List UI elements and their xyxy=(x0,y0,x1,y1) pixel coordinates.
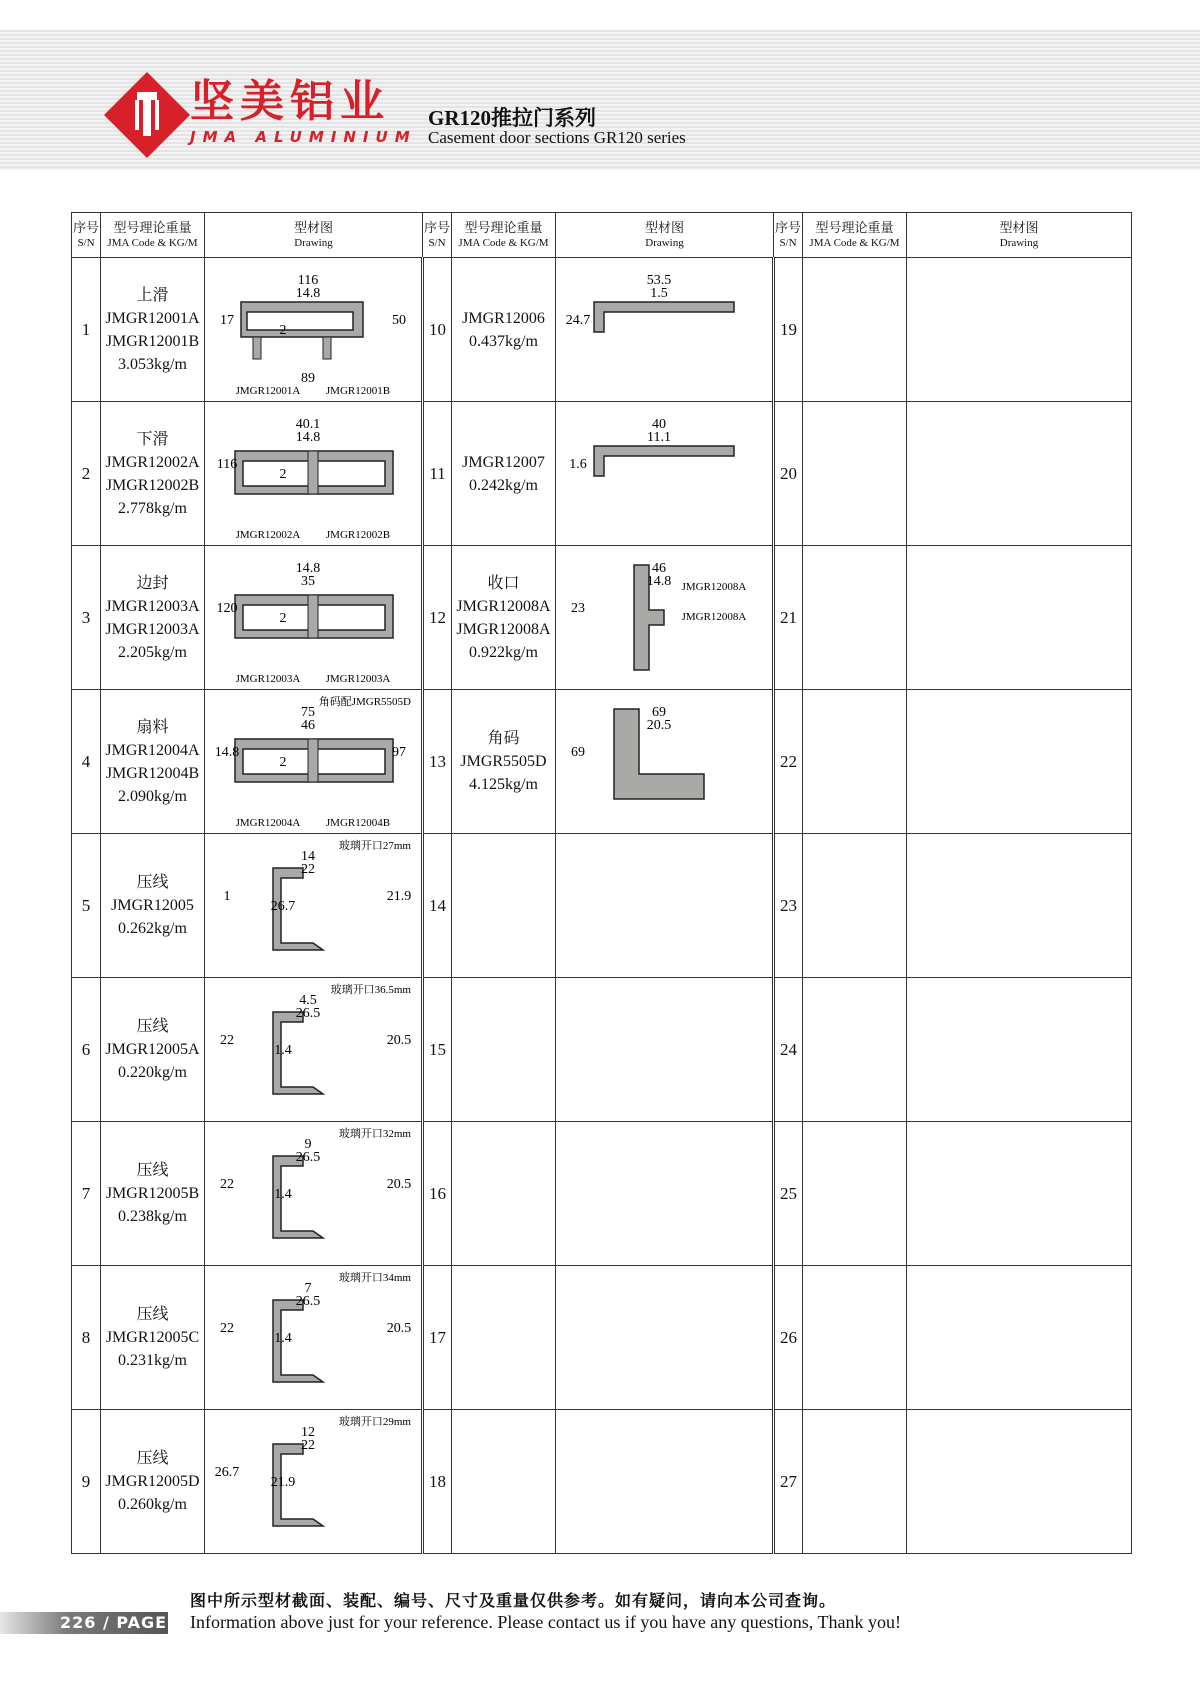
dimension-label: 9 xyxy=(304,1137,312,1152)
profile-drawing xyxy=(564,550,764,685)
drawing-cell xyxy=(205,834,423,978)
dimension-label: 1.4 xyxy=(274,1043,292,1058)
jma-logo-icon xyxy=(102,70,192,160)
dimension-label: 14.8 xyxy=(295,286,321,301)
code-line: JMGR12005D xyxy=(105,1473,200,1490)
code-line: 4.125kg/m xyxy=(469,776,538,793)
table-row xyxy=(72,402,1132,546)
code-line: JMGR12003A xyxy=(105,597,200,615)
code-line: JMGR12008A xyxy=(456,620,551,638)
dimension-label: 22 xyxy=(220,1177,234,1192)
dimension-label: 20.5 xyxy=(386,1033,412,1048)
dimension-label: 40.1 xyxy=(295,417,321,432)
code-line: 3.053kg/m xyxy=(118,355,187,373)
dimension-label: 2 xyxy=(279,611,287,626)
profile-spec-table xyxy=(71,212,1132,1554)
code-weight-cell xyxy=(803,1266,907,1410)
dimension-label: 14.8 xyxy=(214,745,240,760)
dimension-label: 116 xyxy=(297,273,319,288)
drawing-cell xyxy=(907,258,1132,402)
drawing-note: 角码配JMGR5505D xyxy=(318,696,411,708)
sn-cell: 2 xyxy=(72,402,101,546)
sn-cell: 13 xyxy=(423,690,452,834)
code-line: 下滑 xyxy=(136,430,169,448)
dimension-label: 20.5 xyxy=(386,1177,412,1192)
drawing-cell xyxy=(556,834,774,978)
dimension-label: 21.9 xyxy=(270,1475,296,1490)
profile-drawing xyxy=(213,550,413,685)
dimension-label: 2 xyxy=(279,323,287,338)
dimension-label: 1.4 xyxy=(274,1187,292,1202)
code-line: JMGR12005C xyxy=(105,1329,200,1346)
code-weight-cell xyxy=(101,402,205,546)
dimension-label: 75 xyxy=(301,705,315,720)
dimension-label: 1.5 xyxy=(650,286,668,301)
sn-cell: 26 xyxy=(774,1266,803,1410)
code-line: JMGR12006 xyxy=(462,309,545,327)
dimension-label: 53.5 xyxy=(646,273,672,288)
code-line: 2.205kg/m xyxy=(118,643,187,661)
dimension-label: 120 xyxy=(216,601,238,616)
dimension-label: 69 xyxy=(652,705,666,720)
drawing-cell xyxy=(205,258,423,402)
profile-shape xyxy=(308,451,318,494)
drawing-cell xyxy=(205,1122,423,1266)
profile-shape xyxy=(594,446,734,476)
profile-drawing xyxy=(213,262,413,397)
profile-shape xyxy=(241,302,363,337)
code-line: 2.090kg/m xyxy=(118,787,187,805)
profile-shape xyxy=(594,302,734,332)
part-callout: JMGR12001A xyxy=(235,385,301,397)
sn-cell: 7 xyxy=(72,1122,101,1266)
dimension-label: 24.7 xyxy=(565,313,591,328)
drawing-cell xyxy=(205,546,423,690)
dimension-label: 26.5 xyxy=(295,1006,321,1021)
table-row xyxy=(72,834,1132,978)
dimension-label: 40 xyxy=(652,417,666,432)
code-line: JMGR12002A xyxy=(105,453,200,471)
sn-cell: 21 xyxy=(774,546,803,690)
code-weight-cell xyxy=(803,546,907,690)
code-line: 0.231kg/m xyxy=(118,1352,187,1369)
code-line: 0.238kg/m xyxy=(118,1208,187,1225)
sn-cell: 10 xyxy=(423,258,452,402)
drawing-cell xyxy=(907,834,1132,978)
dimension-label: 22 xyxy=(220,1033,234,1048)
col-header-sn: 序号 S/N xyxy=(423,213,452,258)
dimension-label: 26.5 xyxy=(295,1294,321,1309)
dimension-label: 7 xyxy=(304,1281,312,1296)
code-weight-cell xyxy=(803,1410,907,1554)
profile-shape xyxy=(253,337,261,359)
code-weight-cell xyxy=(452,690,556,834)
drawing-cell xyxy=(907,402,1132,546)
profile-drawing xyxy=(564,406,764,541)
sn-cell: 16 xyxy=(423,1122,452,1266)
dimension-label: 1.6 xyxy=(569,457,587,472)
sn-cell: 20 xyxy=(774,402,803,546)
drawing-cell xyxy=(556,978,774,1122)
dimension-label: 14 xyxy=(301,849,315,864)
part-callout: JMGR12004B xyxy=(325,817,391,829)
code-line: 上滑 xyxy=(136,286,169,304)
code-line: 0.922kg/m xyxy=(469,643,538,661)
dimension-label: 22 xyxy=(220,1321,234,1336)
code-line: 压线 xyxy=(136,1450,169,1467)
code-weight-cell xyxy=(803,258,907,402)
profile-drawing xyxy=(213,982,413,1117)
profile-shape xyxy=(308,595,318,638)
part-callout: JMGR12008A xyxy=(681,611,747,623)
dimension-label: 14.8 xyxy=(295,561,321,576)
part-callout: JMGR12002A xyxy=(235,529,301,541)
code-line: 压线 xyxy=(136,1162,169,1179)
drawing-cell xyxy=(907,1122,1132,1266)
code-line: JMGR12001B xyxy=(105,332,200,350)
code-line: 角码 xyxy=(487,730,520,747)
drawing-note: 玻璃开口27mm xyxy=(338,840,411,852)
sn-cell: 6 xyxy=(72,978,101,1122)
code-line: JMGR12003A xyxy=(105,620,200,638)
code-line: 2.778kg/m xyxy=(118,499,187,517)
drawing-cell xyxy=(556,690,774,834)
code-line: JMGR5505D xyxy=(460,753,547,770)
drawing-cell xyxy=(556,1122,774,1266)
part-callout: JMGR12001B xyxy=(325,385,391,397)
drawing-cell xyxy=(556,258,774,402)
sn-cell: 3 xyxy=(72,546,101,690)
dimension-label: 14.8 xyxy=(295,430,321,445)
dimension-label: 2 xyxy=(279,755,287,770)
col-header-code: 型号理论重量 JMA Code & KG/M xyxy=(803,213,907,258)
profile-drawing xyxy=(213,694,413,829)
sn-cell: 24 xyxy=(774,978,803,1122)
dimension-label: 22 xyxy=(301,1438,315,1453)
page-number: 226 / PAGE xyxy=(60,1613,168,1632)
dimension-label: 46 xyxy=(652,561,666,576)
drawing-cell xyxy=(205,402,423,546)
drawing-cell xyxy=(205,1410,423,1554)
drawing-cell xyxy=(556,402,774,546)
sn-cell: 14 xyxy=(423,834,452,978)
table-row xyxy=(72,258,1132,402)
table-header-row xyxy=(72,213,1132,258)
code-weight-cell xyxy=(452,546,556,690)
profile-drawing xyxy=(564,262,764,397)
drawing-note: 玻璃开口34mm xyxy=(338,1272,411,1284)
dimension-label: 11.1 xyxy=(647,430,671,445)
code-line: 0.220kg/m xyxy=(118,1064,187,1081)
sn-cell: 4 xyxy=(72,690,101,834)
dimension-label: 26.5 xyxy=(295,1150,321,1165)
dimension-label: 2 xyxy=(279,467,287,482)
sn-cell: 5 xyxy=(72,834,101,978)
code-line: JMGR12007 xyxy=(462,453,545,471)
code-weight-cell xyxy=(452,1410,556,1554)
table-row xyxy=(72,978,1132,1122)
col-header-drawing: 型材图 Drawing xyxy=(556,213,774,258)
code-line: 0.262kg/m xyxy=(118,920,187,937)
code-line: 边封 xyxy=(136,574,169,592)
dimension-label: 89 xyxy=(301,371,315,386)
dimension-label: 14.8 xyxy=(646,574,672,589)
drawing-note: 玻璃开口36.5mm xyxy=(330,984,411,996)
dimension-label: 20.5 xyxy=(386,1321,412,1336)
code-line: 压线 xyxy=(136,1018,169,1035)
code-weight-cell xyxy=(101,978,205,1122)
col-header-code: 型号理论重量 JMA Code & KG/M xyxy=(101,213,205,258)
series-subtitle: Casement door sections GR120 series xyxy=(428,128,686,147)
code-weight-cell xyxy=(101,258,205,402)
code-weight-cell xyxy=(452,834,556,978)
sn-cell: 12 xyxy=(423,546,452,690)
code-weight-cell xyxy=(803,978,907,1122)
dimension-label: 69 xyxy=(571,745,585,760)
table-row xyxy=(72,1410,1132,1554)
code-weight-cell xyxy=(101,1122,205,1266)
dimension-label: 26.7 xyxy=(214,1465,240,1480)
code-weight-cell xyxy=(101,690,205,834)
sn-cell: 22 xyxy=(774,690,803,834)
dimension-label: 23 xyxy=(571,601,585,616)
drawing-cell xyxy=(205,978,423,1122)
drawing-note: 玻璃开口29mm xyxy=(338,1416,411,1428)
brand-name-en: JMA ALUMINIUM xyxy=(190,128,417,146)
drawing-cell xyxy=(907,1266,1132,1410)
profile-drawing xyxy=(213,1126,413,1261)
code-weight-cell xyxy=(101,546,205,690)
drawing-cell xyxy=(556,1410,774,1554)
code-line: 收口 xyxy=(487,574,520,592)
dimension-label: 22 xyxy=(301,862,315,877)
code-weight-cell xyxy=(101,834,205,978)
dimension-label: 4.5 xyxy=(299,993,317,1008)
sn-cell: 8 xyxy=(72,1266,101,1410)
sn-cell: 27 xyxy=(774,1410,803,1554)
drawing-cell xyxy=(556,1266,774,1410)
dimension-label: 97 xyxy=(392,745,406,760)
code-weight-cell xyxy=(452,1122,556,1266)
table-row xyxy=(72,690,1132,834)
part-callout: JMGR12004A xyxy=(235,817,301,829)
table-row xyxy=(72,1266,1132,1410)
code-line: 扇料 xyxy=(136,718,169,736)
footer-note-cn: 图中所示型材截面、装配、编号、尺寸及重量仅供参考。如有疑问，请向本公司查询。 xyxy=(190,1591,837,1610)
code-line: 压线 xyxy=(136,1306,169,1323)
col-header-sn: 序号 S/N xyxy=(774,213,803,258)
code-line: 0.260kg/m xyxy=(118,1496,187,1513)
profile-drawing xyxy=(213,838,413,973)
drawing-cell xyxy=(205,1266,423,1410)
series-title: GR120推拉门系列 xyxy=(428,106,596,130)
profile-drawing xyxy=(213,406,413,541)
col-header-code: 型号理论重量 JMA Code & KG/M xyxy=(452,213,556,258)
dimension-label: 50 xyxy=(392,313,406,328)
sn-cell: 15 xyxy=(423,978,452,1122)
brand-name-cn: 坚美铝业 xyxy=(190,76,390,127)
code-line: 0.437kg/m xyxy=(469,332,538,350)
code-weight-cell xyxy=(803,690,907,834)
table-row xyxy=(72,1122,1132,1266)
code-weight-cell xyxy=(452,1266,556,1410)
profile-shape xyxy=(308,739,318,782)
code-line: 0.242kg/m xyxy=(469,476,538,494)
code-weight-cell xyxy=(803,1122,907,1266)
code-weight-cell xyxy=(803,402,907,546)
part-callout: JMGR12008A xyxy=(681,581,747,593)
dimension-label: 35 xyxy=(301,574,315,589)
dimension-label: 26.7 xyxy=(270,899,296,914)
col-header-drawing: 型材图 Drawing xyxy=(907,213,1132,258)
profile-drawing xyxy=(213,1414,413,1549)
sn-cell: 1 xyxy=(72,258,101,402)
code-weight-cell xyxy=(101,1410,205,1554)
code-line: JMGR12002B xyxy=(105,476,200,494)
drawing-cell xyxy=(907,546,1132,690)
col-header-drawing: 型材图 Drawing xyxy=(205,213,423,258)
drawing-cell xyxy=(556,546,774,690)
dimension-label: 46 xyxy=(301,718,315,733)
profile-shape xyxy=(323,337,331,359)
profile-drawing xyxy=(564,694,764,829)
drawing-cell xyxy=(907,690,1132,834)
dimension-label: 20.5 xyxy=(646,718,672,733)
footer-note-en: Information above just for your reference. Please contact us if you have any questions, Thank you! xyxy=(190,1612,901,1632)
table-row xyxy=(72,546,1132,690)
code-line: 压线 xyxy=(136,874,169,891)
part-callout: JMGR12003A xyxy=(325,673,391,685)
sn-cell: 19 xyxy=(774,258,803,402)
part-callout: JMGR12003A xyxy=(235,673,301,685)
code-line: JMGR12001A xyxy=(105,309,200,327)
sn-cell: 18 xyxy=(423,1410,452,1554)
sn-cell: 17 xyxy=(423,1266,452,1410)
dimension-label: 12 xyxy=(301,1425,315,1440)
code-line: JMGR12005A xyxy=(105,1041,200,1058)
drawing-cell xyxy=(907,1410,1132,1554)
dimension-label: 1.4 xyxy=(274,1331,292,1346)
dimension-label: 116 xyxy=(216,457,238,472)
code-weight-cell xyxy=(452,402,556,546)
drawing-note: 玻璃开口32mm xyxy=(338,1128,411,1140)
profile-drawing xyxy=(213,1270,413,1405)
dimension-label: 17 xyxy=(220,313,234,328)
code-weight-cell xyxy=(101,1266,205,1410)
sn-cell: 9 xyxy=(72,1410,101,1554)
drawing-cell xyxy=(907,978,1132,1122)
col-header-sn: 序号 S/N xyxy=(72,213,101,258)
code-line: JMGR12004A xyxy=(105,741,200,759)
code-line: JMGR12004B xyxy=(105,764,200,782)
sn-cell: 11 xyxy=(423,402,452,546)
code-line: JMGR12005B xyxy=(105,1185,200,1202)
code-weight-cell xyxy=(452,258,556,402)
sn-cell: 25 xyxy=(774,1122,803,1266)
code-weight-cell xyxy=(452,978,556,1122)
drawing-cell xyxy=(205,690,423,834)
dimension-label: 21.9 xyxy=(386,889,412,904)
code-line: JMGR12008A xyxy=(456,597,551,615)
part-callout: JMGR12002B xyxy=(325,529,391,541)
sn-cell: 23 xyxy=(774,834,803,978)
dimension-label: 1 xyxy=(223,889,231,904)
code-weight-cell xyxy=(803,834,907,978)
code-line: JMGR12005 xyxy=(111,897,194,914)
